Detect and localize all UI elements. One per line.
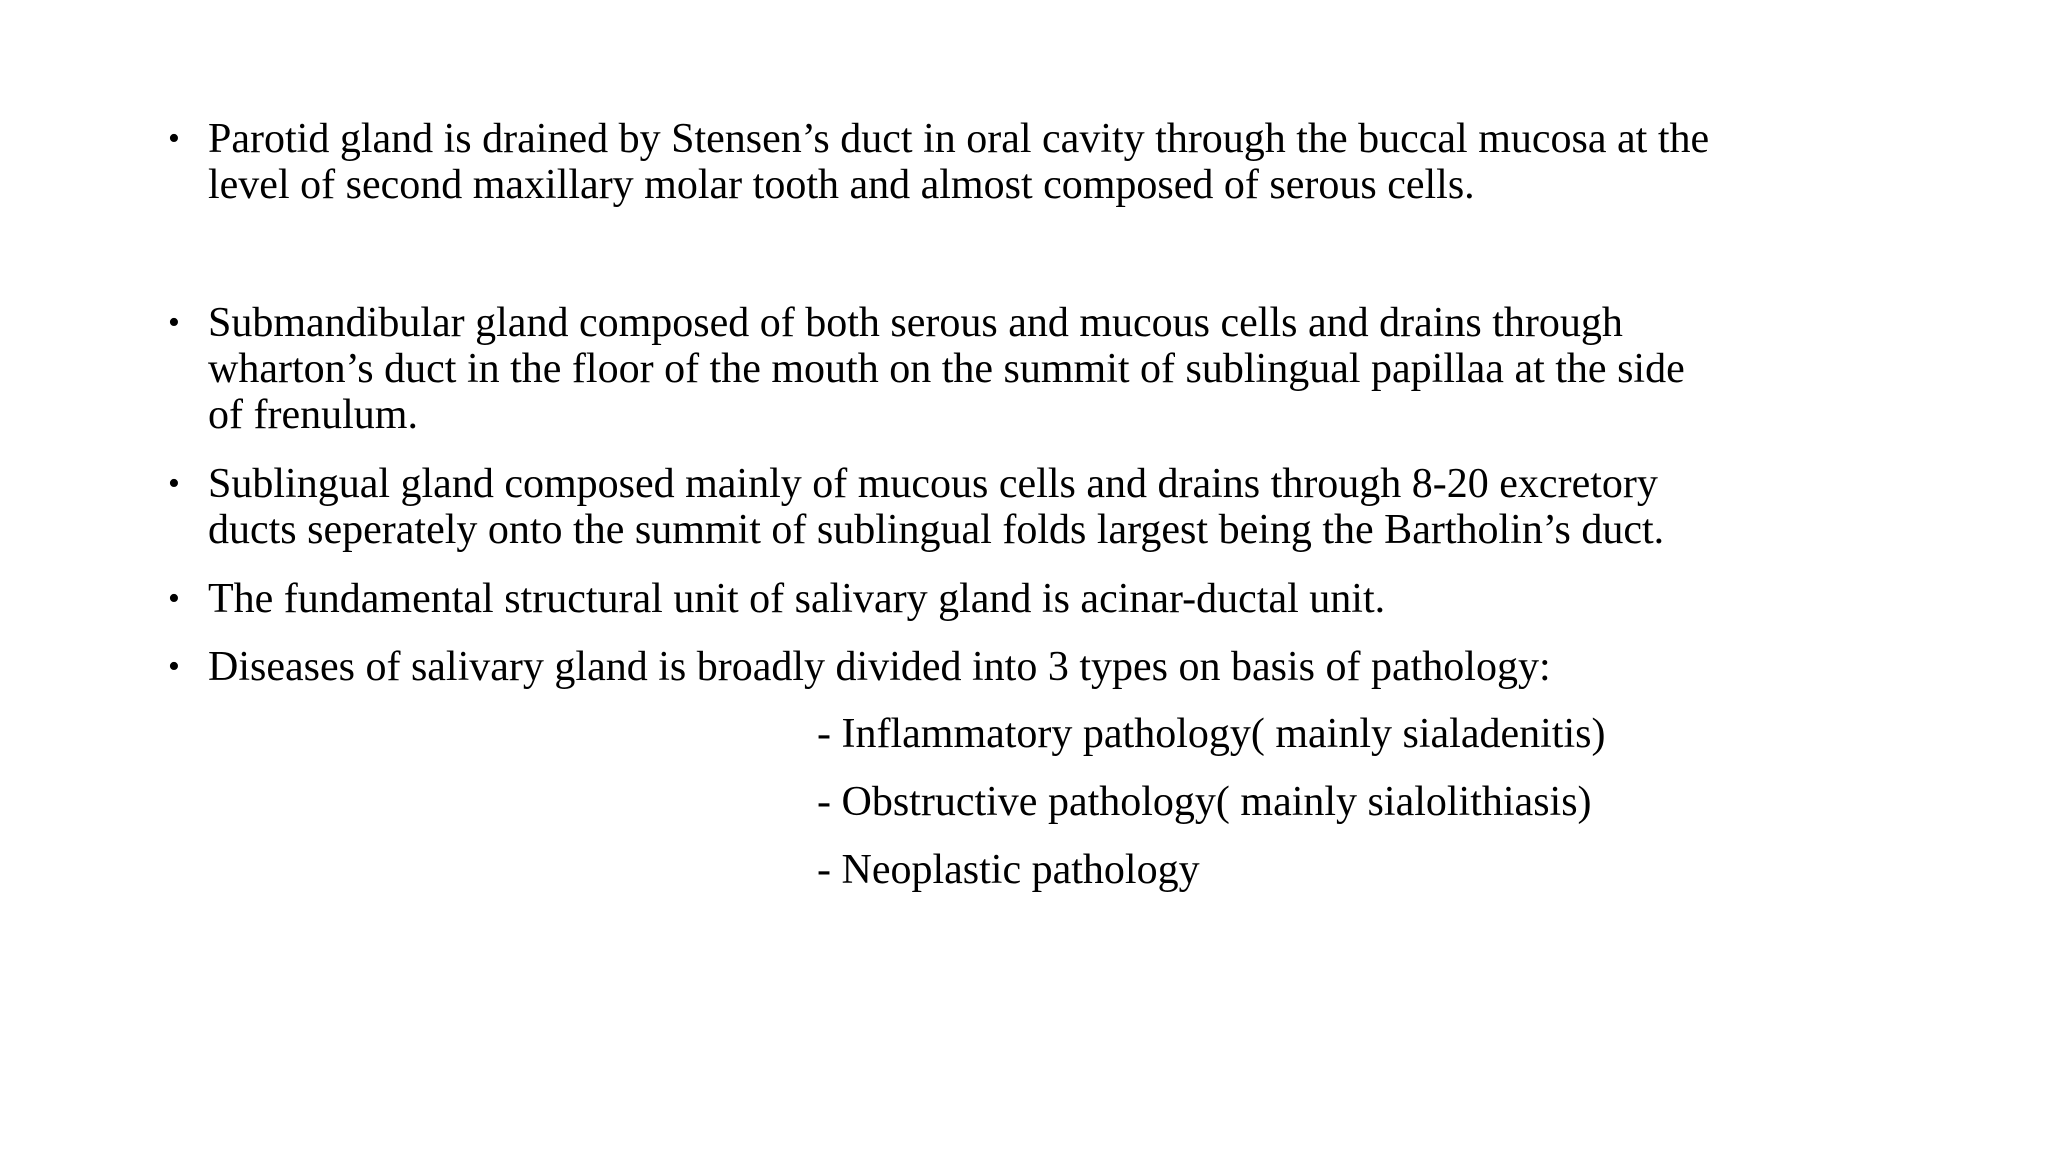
- bullet-dot-icon: •: [168, 648, 180, 685]
- bullet-text: Sublingual gland composed mainly of mucous cells and drains through 8-20 excretory ducts seperately onto the summit of sublingual folds largest being the Bartholin’s duct.: [208, 461, 1665, 553]
- bullet-dot-icon: •: [168, 465, 180, 502]
- bullet-text: Diseases of salivary gland is broadly divided into 3 types on basis of pathology:: [208, 644, 1551, 690]
- bullet-text: Parotid gland is drained by Stensen’s duct in oral cavity through the buccal mucosa at the level of second maxillary molar tooth and almost composed of serous cells.: [208, 116, 1710, 208]
- bullet-dot-icon: •: [168, 120, 180, 157]
- bullet-item-structural-unit: [168, 576, 1808, 622]
- sub-item-obstructive: - Obstructive pathology( mainly sialolithiasis): [817, 779, 1592, 825]
- bullet-item-sublingual: [168, 461, 1808, 553]
- sub-item-inflammatory: - Inflammatory pathology( mainly sialadenitis): [817, 711, 1606, 757]
- bullet-item-parotid: [168, 116, 1808, 208]
- bullet-dot-icon: •: [168, 580, 180, 617]
- bullet-item-submandibular: [168, 300, 1808, 438]
- bullet-dot-icon: •: [168, 304, 180, 341]
- bullet-text: Submandibular gland composed of both serous and mucous cells and drains through wharton’s duct in the floor of the mouth on the summit of sublingual papillaa at the side of frenulum.: [208, 300, 1685, 438]
- sub-item-neoplastic: - Neoplastic pathology: [817, 847, 1200, 893]
- bullet-item-diseases: [168, 644, 1808, 690]
- bullet-text: The fundamental structural unit of salivary gland is acinar-ductal unit.: [208, 576, 1386, 622]
